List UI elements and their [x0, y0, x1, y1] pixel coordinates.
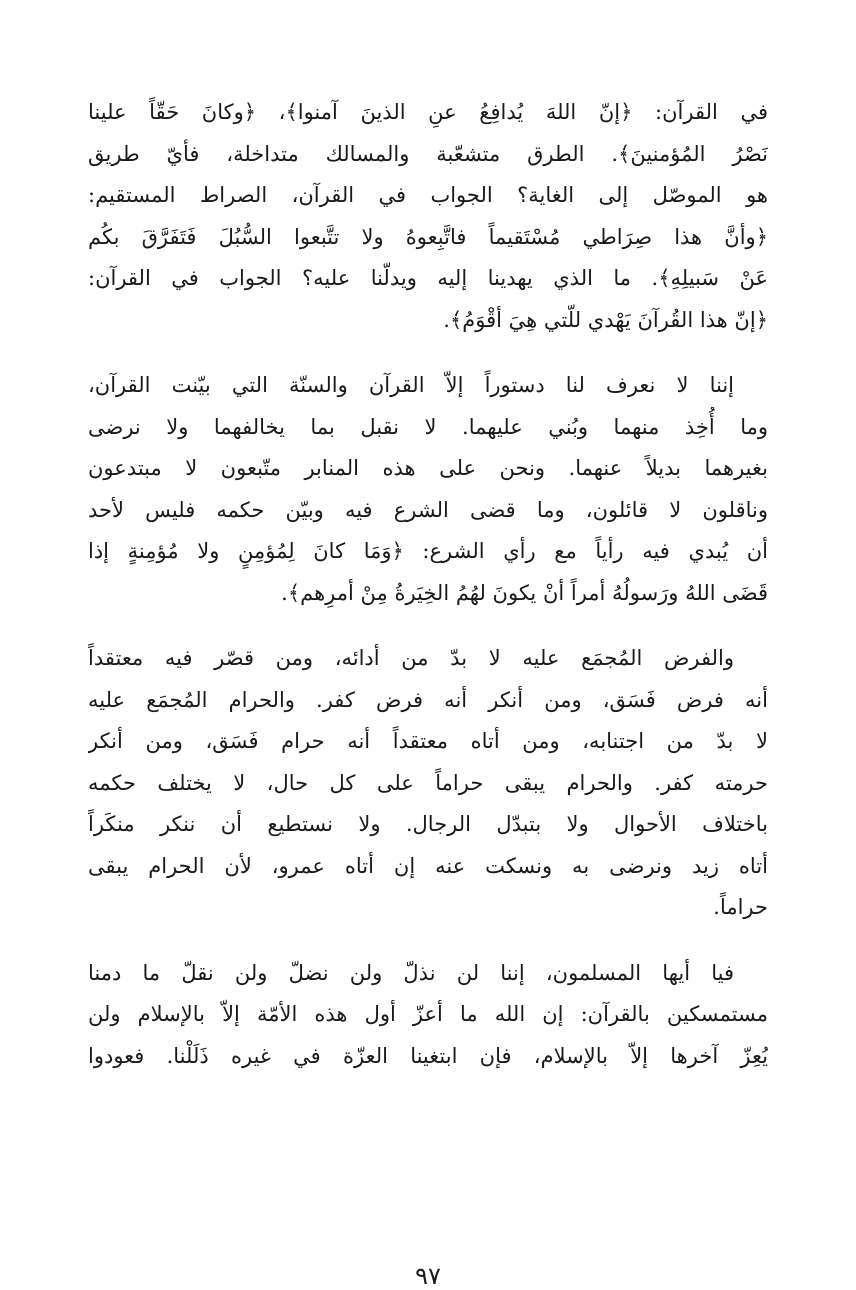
text-line: باختلاف الأحوال ولا بتبدّل الرجال. ولا نستطيع أن ننكر منكَراً: [88, 812, 768, 836]
text-line: حراماً.: [713, 895, 768, 919]
text-line: مستمسكين بالقرآن: إن الله ما أعزّ أول هذه الأمّة إلاّ بالإسلام ولن: [88, 1002, 768, 1026]
paragraph-1: [88, 92, 768, 341]
text-line: في القرآن: ﴿إنّ اللهَ يُدافِعُ عنِ الذينَ آمنوا﴾، ﴿وكانَ حَقّاً علينا: [88, 100, 768, 124]
text-line: إننا لا نعرف لنا دستوراً إلاّ القرآن والسنّة التي بيّنت القرآن،: [88, 373, 734, 397]
text-line: أنه فرض فَسَق، ومن أنكر أنه فرض كفر. والحرام المُجمَع عليه: [88, 687, 768, 712]
text-line: أن يُبدي فيه رأياً مع رأي الشرع: ﴿وَمَا كانَ لِمُؤمِنٍ ولا مُؤمِنةٍ إذا: [88, 539, 768, 563]
text-line: لا بدّ من اجتنابه، ومن أتاه معتقداً أنه حرام فَسَق، ومن أنكر: [88, 729, 768, 753]
paragraph-2: [88, 365, 768, 614]
text-line: قَضَى اللهُ ورَسولُهُ أمراً أنْ يكونَ لهُمُ الخِيَرةُ مِنْ أمرِهم﴾.: [281, 580, 768, 605]
text-line: يُعِزّ آخرها إلاّ بالإسلام، فإن ابتغينا العزّة في غيره ذَلَلْنا. فعودوا: [88, 1043, 768, 1068]
text-line: ﴿إنّ هذا القُرآنَ يَهْدي للّتي هِيَ أقْوَمُ﴾.: [443, 307, 768, 332]
text-line: أتاه زيد ونرضى به ونسكت عنه إن أتاه عمرو، لأن الحرام يبقى: [88, 853, 768, 878]
text-line: بغيرهما بديلاً عنهما. ونحن على هذه المنابر متّبعون لا مبتدعون: [88, 456, 768, 480]
paragraph-4: [88, 953, 768, 1078]
text-line: والفرض المُجمَع عليه لا بدّ من أدائه، ومن قصّر فيه معتقداً: [88, 646, 734, 670]
text-line: نَصْرُ المُؤمنينَ﴾. الطرق متشعّبة والمسالك متداخلة، فأيّ طريق: [88, 141, 768, 166]
book-page: [88, 92, 768, 1290]
text-line: عَنْ سَبيلِهِ﴾. ما الذي يهدينا إليه ويدلّنا عليه؟ الجواب في القرآن:: [88, 266, 768, 290]
text-line: فيا أيها المسلمون، إننا لن نذلّ ولن نضلّ ولن نقلّ ما دمنا: [88, 960, 734, 985]
text-line: وما أُخِذ منهما وبُني عليهما. لا نقبل بما يخالفهما ولا نرضى: [88, 414, 768, 439]
text-line: ﴿وأنَّ هذا صِرَاطي مُسْتَقيماً فاتَّبِعوهُ ولا تتَّبعوا السُّبُلَ فَتَفَرَّقَ بكُم: [88, 224, 768, 249]
page-number: ٩٧: [415, 1262, 441, 1290]
paragraph-3: [88, 638, 768, 929]
text-line: وناقلون لا قائلون، وما قضى الشرع فيه وبيّن حكمه فليس لأحد: [88, 497, 768, 522]
text-line: هو الموصّل إلى الغاية؟ الجواب في القرآن، الصراط المستقيم:: [88, 183, 768, 207]
text-line: حرمته كفر. والحرام يبقى حراماً على كل حال، لا يختلف حكمه: [88, 770, 768, 795]
